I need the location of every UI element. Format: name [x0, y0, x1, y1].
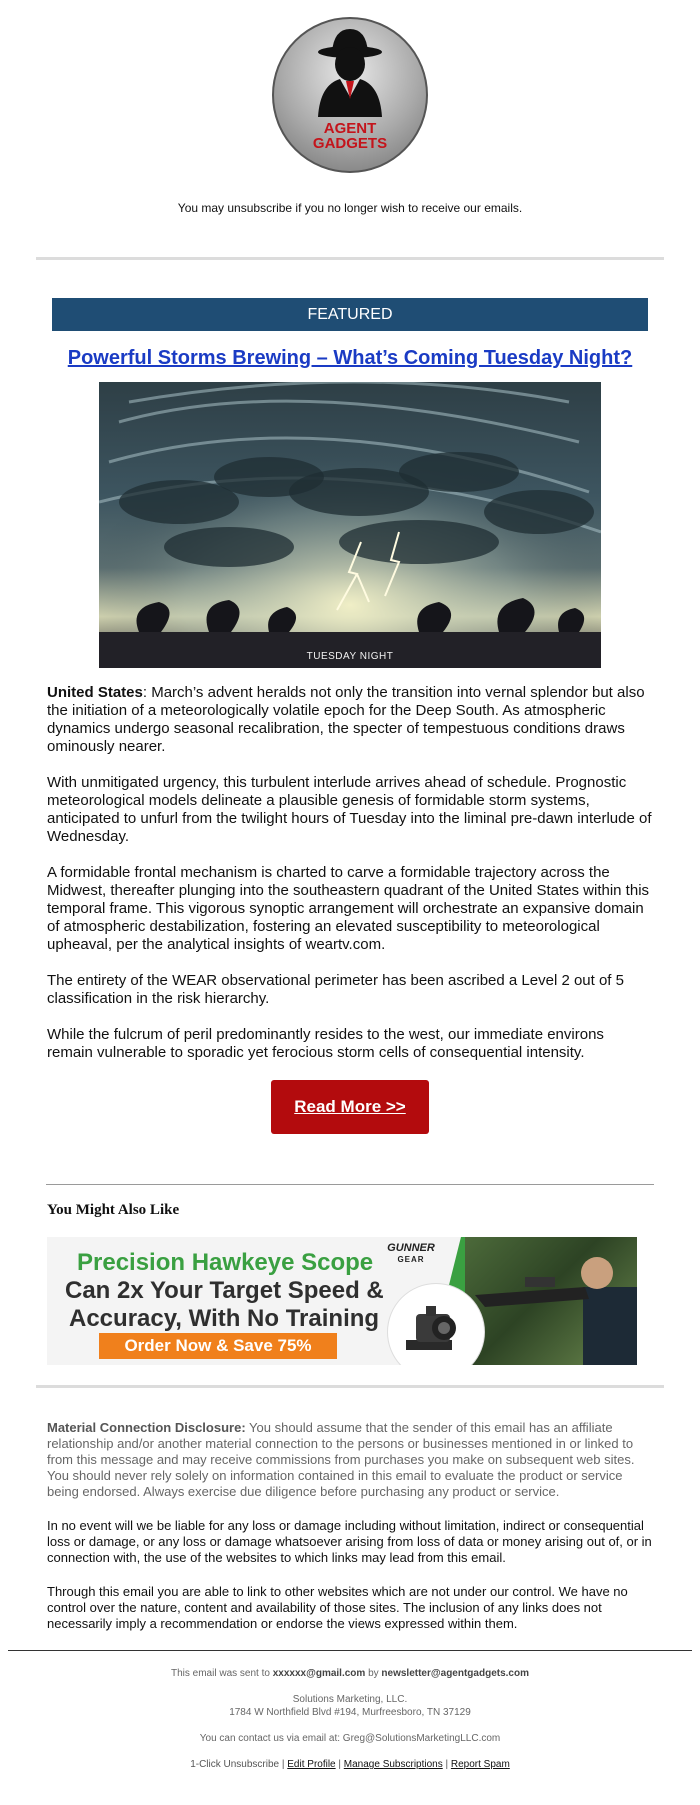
logo-line-1: AGENT — [323, 120, 377, 137]
divider-top — [36, 257, 664, 260]
link-separator: | — [279, 1759, 288, 1770]
article-paragraph-4: The entirety of the WEAR observational perimeter has been ascribed a Level 2 out of 5 classification in the risk hierarchy. — [47, 972, 624, 1007]
edit-profile-link[interactable]: Edit Profile — [287, 1759, 336, 1770]
storm-hero-image[interactable] — [99, 382, 601, 668]
logo-text — [274, 121, 426, 151]
agent-gadgets-logo[interactable] — [272, 17, 428, 173]
banner-scope-circle — [387, 1283, 485, 1365]
manage-subscriptions-link[interactable]: Manage Subscriptions — [343, 1759, 443, 1770]
external-links-text: Through this email you are able to link to other websites which are not under our control. We have no control over the nature, content and availability of those sites. The inclusion of any links does not necessarily imply a recommendation or endorse the views expressed within them. — [47, 1584, 628, 1631]
banner-order-cta[interactable]: Order Now & Save 75% — [99, 1333, 337, 1359]
company-street: 1784 W Northfield Blvd #194, Murfreesboro, TN 37129 — [229, 1707, 471, 1718]
material-disclosure — [47, 1420, 653, 1500]
banner-subline-1: Can 2x Your Target Speed & — [65, 1277, 384, 1304]
rifle-shooter-icon — [465, 1237, 637, 1365]
hawkeye-scope-ad-banner[interactable] — [47, 1237, 637, 1365]
also-like-heading: You Might Also Like — [47, 1202, 180, 1218]
gunner-gear-brand — [377, 1243, 445, 1265]
article-body — [47, 684, 653, 1062]
liability-text: In no event will we be liable for any loss or damage including without limitation, indirect or consequential loss or damage, or any loss or damage whatsoever arising from loss of data or money arising out of, or in connection with, the use of the websites to which links may lead from this email. — [47, 1518, 652, 1565]
disclosure-text: You should assume that the sender of this email has an affiliate relationship and/or another material connection to the persons or businesses mentioned in or linked to from this message and may receive commissions from purchases you make on subsequent web sites. You should never rely solely on information contained in this email to evaluate the product or service being endorsed. Always exercise due diligence before purchasing any product or service. — [47, 1420, 635, 1499]
article-lead-text: : March’s advent heralds not only the transition into vernal splendor but also the initiation of a meteorologically volatile epoch for the Deep South. As atmospheric dynamics undergo seasonal recalibration, the specter of tempestuous conditions draws ominously nearer. — [47, 684, 645, 755]
banner-subline-2: Accuracy, With No Training — [69, 1305, 380, 1332]
brand-sub: GEAR — [397, 1255, 425, 1264]
sender-email: newsletter@agentgadgets.com — [381, 1668, 529, 1679]
report-spam-link[interactable]: Report Spam — [450, 1759, 510, 1770]
sent-to-line — [0, 1667, 700, 1680]
read-more-button[interactable]: Read More >> — [271, 1080, 429, 1134]
article-paragraph-1 — [47, 684, 653, 756]
divider-bottom — [36, 1385, 664, 1388]
featured-headline — [0, 347, 700, 370]
featured-bar: FEATURED — [52, 298, 648, 331]
banner-title: Precision Hawkeye Scope — [77, 1249, 374, 1276]
logo-line-2: GADGETS — [312, 135, 388, 152]
email-page — [0, 17, 700, 1771]
recipient-email: xxxxxx@gmail.com — [272, 1668, 366, 1679]
brand-name: GUNNER — [387, 1242, 435, 1254]
sent-by: by — [365, 1668, 382, 1679]
link-separator: | — [335, 1759, 344, 1770]
article-paragraph-3: A formidable frontal mechanism is charted to carve a formidable trajectory across the Midwest, thereafter plunging into the southeastern quadrant of the United States within this temporal frame. This vigorous synoptic arrangement will orchestrate an expansive domain of atmospheric destabilization, fostering an elevated susceptibility to meteorological upheaval, per the analytical insights of weartv.com. — [47, 864, 650, 953]
article-paragraph-2: With unmitigated urgency, this turbulent interlude arrives ahead of schedule. Prognostic meteorological models delineate a plausible genesis of formidable storm systems, anticipated to unfurl from the twilight hours of Tuesday into the liminal pre-dawn interlude of Wednesday. — [47, 774, 652, 845]
footer-divider — [8, 1650, 692, 1651]
sent-prefix: This email was sent to — [171, 1668, 273, 1679]
contact-line: You can contact us via email at: Greg@SolutionsMarketingLLC.com — [199, 1733, 501, 1744]
storm-illustration — [99, 382, 601, 668]
disclosure-label: Material Connection Disclosure: — [47, 1420, 246, 1435]
article-location: United States — [47, 684, 143, 701]
unsubscribe-note: You may unsubscribe if you no longer wish to receive our emails. — [177, 201, 523, 215]
link-separator: | — [442, 1759, 451, 1770]
company-address — [0, 1693, 700, 1719]
legal-section — [47, 1518, 653, 1632]
banner-photo — [465, 1237, 637, 1365]
email-footer — [0, 1667, 700, 1771]
footer-links — [0, 1758, 700, 1771]
red-dot-scope-icon — [388, 1284, 484, 1365]
hero-caption: TUESDAY NIGHT — [306, 651, 394, 662]
article-paragraph-5: While the fulcrum of peril predominantly resides to the west, our immediate environs remain vulnerable to sporadic yet ferocious storm cells of consequential intensity. — [47, 1026, 604, 1061]
divider-middle — [46, 1184, 654, 1185]
headline-link[interactable]: Powerful Storms Brewing – What’s Coming Tuesday Night? — [67, 347, 633, 369]
one-click-unsubscribe-link[interactable]: 1-Click Unsubscribe — [190, 1759, 280, 1770]
company-name: Solutions Marketing, LLC. — [292, 1694, 408, 1705]
read-more-row — [0, 1080, 700, 1134]
